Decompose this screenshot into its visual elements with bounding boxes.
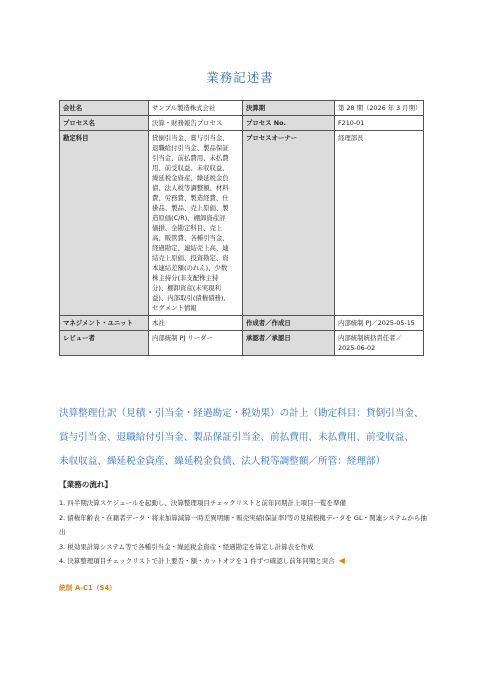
approver-line: 内部統制統括責任者／	[338, 334, 402, 342]
process-value: 決算・財務報告プロセス	[149, 116, 243, 131]
heading-line: 決算整理仕訳（見積・引当金・経過勘定・税効果）の計上（勘定科目：貸倒引当金、	[59, 408, 424, 419]
accounts-line: 益)、内部取引(債権債務)、	[152, 294, 230, 302]
accounts-line: セグメント情報	[152, 304, 197, 312]
heading-line: 賞与引当金、退職給付引当金、製品保証引当金、前払費用、未払費用、前受収益、	[59, 432, 414, 443]
step-item: 2. 債権年齢表・在籍者データ・将来加算減算一時差異明細・販売実績(保証率)等の見積根拠データを GL・関連システムから抽出	[59, 513, 427, 537]
accounts-value	[149, 131, 243, 316]
accounts-line: 掛品、製品、売上原価、製	[152, 204, 229, 212]
owner-value: 経理部長	[335, 131, 424, 316]
document-title: 業務記述書	[206, 70, 274, 85]
steps-list	[59, 496, 429, 569]
process-no-value: F210-01	[335, 116, 424, 131]
author-label: 作成者／作成日	[243, 316, 335, 331]
unit-value: 本社	[149, 316, 243, 331]
accounts-label: 勘定科目	[60, 131, 149, 316]
accounts-line: 用、前受収益、未収収益、	[152, 164, 229, 172]
info-table	[59, 100, 424, 356]
table-row	[60, 331, 424, 356]
step-item: 1. 四半期決算スケジュールを起動し、決算整理項目チェックリストと前年同期計上項目一覧を準備	[59, 499, 347, 507]
section-heading	[59, 402, 429, 474]
process-no-label: プロセス No.	[243, 116, 335, 131]
heading-line: 未収収益、繰延税金資産、繰延税金負債、法人税等調整額／所管：経理部）	[59, 456, 386, 467]
accounts-line: 結売上原価、投資勘定、資	[152, 254, 229, 262]
accounts-line: 価損、全勘定科目、売上	[152, 224, 223, 232]
control-label: 統制 A-C1（S4）	[59, 584, 116, 592]
accounts-line: 分)、棚卸資産(未実現利	[152, 284, 221, 292]
company-label: 会社名	[60, 101, 149, 116]
fiscal-label: 決算期	[243, 101, 335, 116]
approver-label: 承認者／承認日	[243, 331, 335, 356]
table-row	[60, 316, 424, 331]
accounts-line: 本連結差額(のれん)、少数	[152, 264, 228, 272]
process-label: プロセス名	[60, 116, 149, 131]
accounts-line: 経過勘定、連結売上高、連	[152, 244, 229, 252]
accounts-line: 高、販管費、各種引当金、	[152, 234, 229, 242]
accounts-line: 株主持分(非支配株主持	[152, 274, 219, 282]
accounts-line: 退職給付引当金、製品保証	[152, 144, 229, 152]
accounts-line: 繰延税金資産、繰延税金負	[152, 174, 229, 182]
step-item: 3. 税効果計算システム等で各種引当金・繰延税金資産・経過勘定を算定し計算表を作成	[59, 542, 314, 551]
step-item	[59, 554, 429, 569]
accounts-line: 引当金、前払費用、未払費	[152, 154, 229, 162]
left-triangle-icon: ◀	[338, 556, 345, 566]
reviewer-label: レビュー者	[60, 331, 149, 356]
accounts-line: 債、法人税等調整額、材料	[152, 184, 229, 192]
company-value: サンプル製造株式会社	[149, 101, 243, 116]
table-row	[60, 131, 424, 316]
step-text: 4. 決算整理項目チェックリストで計上要否・額・カットオフを 1 件ずつ確認し前年同期と突合	[59, 557, 335, 566]
table-row	[60, 101, 424, 116]
accounts-line: 費、労務費、製造経費、仕	[152, 194, 229, 202]
owner-label: プロセスオーナー	[243, 131, 335, 316]
author-value: 内部統制 PJ／2025-05-15	[335, 316, 424, 331]
approver-line: 2025-06-02	[338, 344, 376, 352]
approver-value	[335, 331, 424, 356]
unit-label: マネジメント・ユニット	[60, 316, 149, 331]
fiscal-value: 第 28 期（2026 年 3 月期）	[335, 101, 424, 116]
flow-title: 【業務の流れ】	[59, 480, 113, 489]
accounts-line: 造原価(C/R)、棚卸資産評	[152, 214, 226, 222]
table-row	[60, 116, 424, 131]
accounts-line: 貸倒引当金、賞与引当金、	[152, 134, 229, 142]
reviewer-value: 内部統制 PJ リーダー	[149, 331, 243, 356]
